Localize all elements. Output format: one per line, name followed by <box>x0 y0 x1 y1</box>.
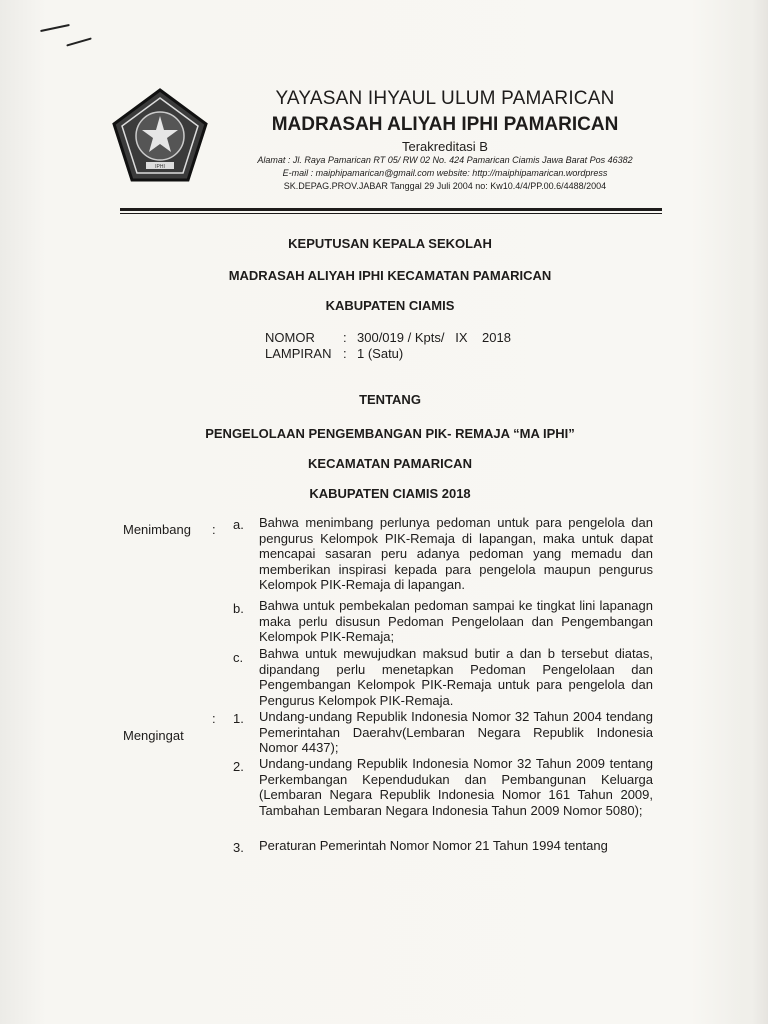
menimbang-marker-b: b. <box>233 601 244 616</box>
menimbang-marker-a: a. <box>233 517 244 532</box>
decree-regency: KABUPATEN CIAMIS <box>325 298 455 313</box>
mengingat-item-3: Peraturan Pemerintah Nomor Nomor 21 Tahun 1994 tentang <box>259 838 608 853</box>
menimbang-item-a: Bahwa menimbang perlunya pedoman untuk para pengelola dan pengurus Kelompok PIK-Remaja di lapangan, maka untuk dapat mencapai sasaran peru adanya pedoman yang memadu dan memberikan inspirasi kepada para pengelola maupun pengurus Kelompok PIK-Remaja di lapangan. <box>259 515 653 593</box>
nomor-label: NOMOR <box>265 330 315 345</box>
mengingat-marker-1: 1. <box>233 711 244 726</box>
lampiran-row <box>265 346 403 361</box>
letterhead <box>215 86 675 193</box>
lampiran-value: 1 (Satu) <box>357 346 404 361</box>
mengingat-item-2: Undang-undang Republik Indonesia Nomor 32 Tahun 2009 tentang Perkembangan Kependudukan dan Pembangunan Keluarga (Lembaran Negara Republik Indonesia Nomor 161 Tahun 2009, Tambahan Lembaran Negara Indonesia Tahun 2009 Nomor 5080); <box>259 756 653 818</box>
nomor-row <box>265 330 511 345</box>
subject-line3: KABUPATEN CIAMIS 2018 <box>309 486 471 501</box>
subject-line2: KECAMATAN PAMARICAN <box>308 456 472 471</box>
lampiran-label: LAMPIRAN <box>265 346 332 361</box>
menimbang-item-b: Bahwa untuk pembekalan pedoman sampai ke tingkat lini lapanagn maka perlu disusun Pedoman Pengelolaan dan Pengembangan Kelompok PIK-Remaja; <box>259 598 653 645</box>
mengingat-marker-3: 3. <box>233 840 244 855</box>
subject-line1: PENGELOLAAN PENGEMBANGAN PIK- REMAJA “MA IPHI” <box>205 426 575 441</box>
school-name: MADRASAH ALIYAH IPHI PAMARICAN <box>271 114 619 135</box>
accreditation: Terakreditasi B <box>402 139 488 154</box>
foundation-name: YAYASAN IHYAUL ULUM PAMARICAN <box>275 88 615 109</box>
menimbang-colon: : <box>212 522 216 537</box>
letterhead-rule-thick <box>120 208 662 211</box>
sk-number: SK.DEPAG.PROV.JABAR Tanggal 29 Juli 2004 no: Kw10.4/4/PP.00.6/4488/2004 <box>283 181 607 191</box>
menimbang-label: Menimbang <box>123 522 191 537</box>
pen-mark <box>40 24 70 32</box>
letterhead-rule-thin <box>120 213 662 214</box>
decree-title: KEPUTUSAN KEPALA SEKOLAH <box>288 236 492 251</box>
pen-mark <box>66 37 92 46</box>
logo-text: IPHI <box>155 164 165 170</box>
menimbang-marker-c: c. <box>233 650 244 665</box>
address: Alamat : Jl. Raya Pamarican RT 05/ RW 02 No. 424 Pamarican Ciamis Jawa Barat Pos 46382 <box>257 155 633 165</box>
school-logo-icon <box>110 86 210 186</box>
mengingat-colon: : <box>212 711 216 726</box>
decree-school: MADRASAH ALIYAH IPHI KECAMATAN PAMARICAN <box>228 268 552 283</box>
mengingat-label: Mengingat <box>123 728 184 743</box>
contact-info: E-mail : maiphipamarican@gmail.com website: http://maiphipamarican.wordpress <box>282 168 608 178</box>
nomor-colon: : <box>343 330 347 345</box>
nomor-value: 300/019 / Kpts/ IX 2018 <box>357 330 511 345</box>
menimbang-item-c: Bahwa untuk mewujudkan maksud butir a dan b tersebut diatas, dipandang perlu menetapkan Pedoman Pengelolaan dan Pengembangan Kelompok PIK-Remaja untuk para pengelola dan Pengurus Kelompok PIK-Remaja. <box>259 646 653 708</box>
mengingat-marker-2: 2. <box>233 759 244 774</box>
tentang-heading: TENTANG <box>359 392 421 407</box>
mengingat-item-1: Undang-undang Republik Indonesia Nomor 32 Tahun 2004 tendang Pemerintahan Daerahv(Lembaran Negara Republik Indonesia Nomor 4437); <box>259 709 653 756</box>
page-edge-shadow <box>728 0 768 1024</box>
lampiran-colon: : <box>343 346 347 361</box>
